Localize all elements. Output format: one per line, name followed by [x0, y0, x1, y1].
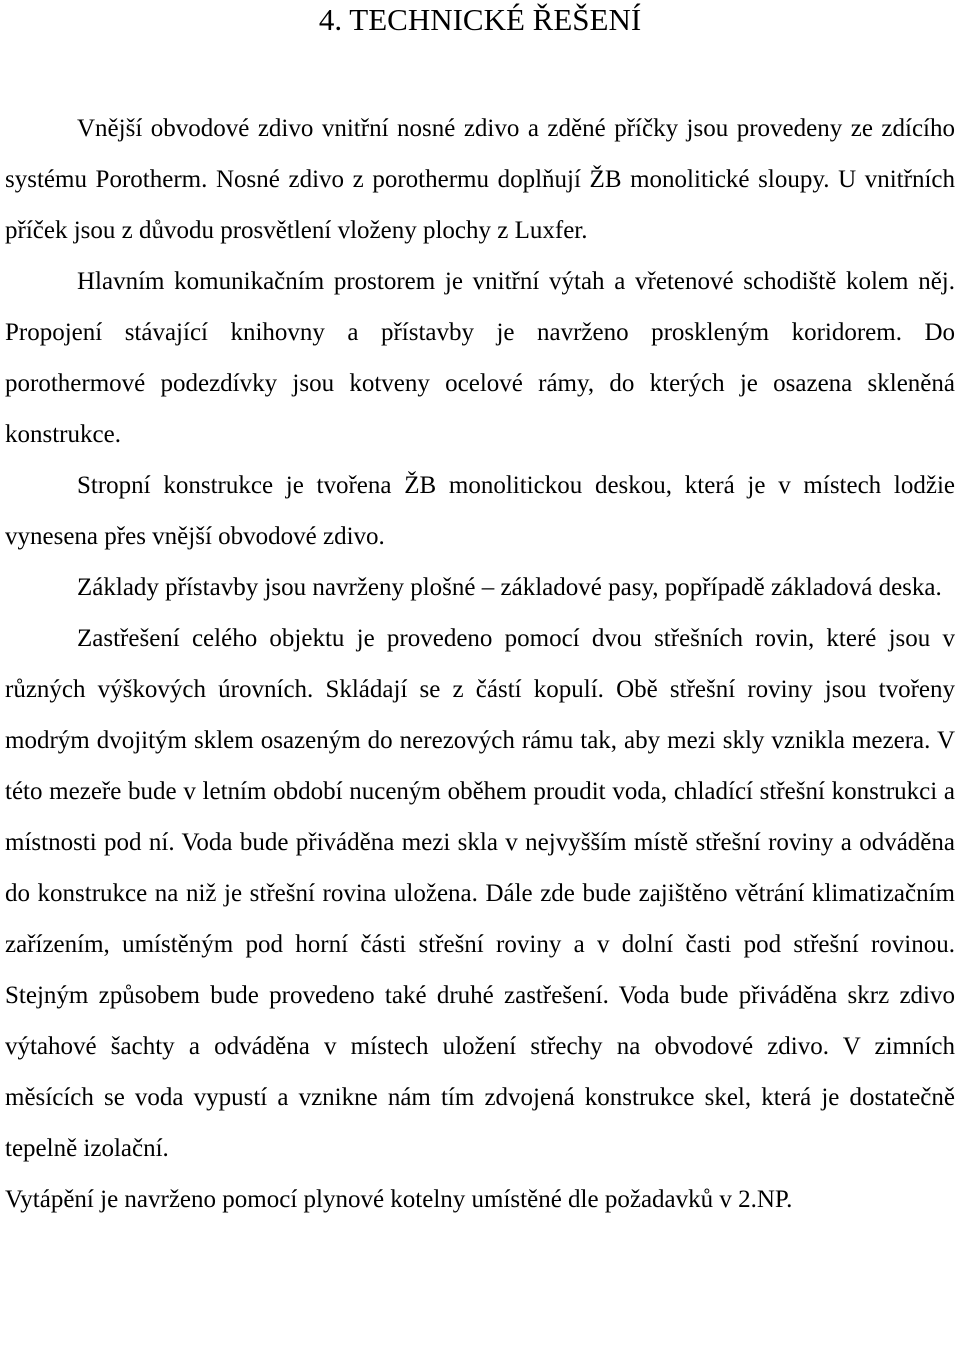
paragraph-ceiling: Stropní konstrukce je tvořena ŽB monolitickou deskou, která je v místech lodžie vynesena přes vnější obvodové zdivo.	[5, 472, 955, 550]
section-heading: 4. TECHNICKÉ ŘEŠENÍ	[318, 2, 642, 37]
paragraph-communication: Hlavním komunikačním prostorem je vnitřní výtah a vřetenové schodiště kolem něj. Propojení stávající knihovny a přístavby je navrženo proskleným koridorem. Do porothermové podezdívky jsou kotveny ocelové rámy, do kterých je osazena skleněná konstrukce.	[5, 268, 955, 448]
paragraph-roofing: Zastřešení celého objektu je provedeno pomocí dvou střešních rovin, které jsou v různých výškových úrovních. Skládají se z částí kopulí. Obě střešní roviny jsou tvořeny modrým dvojitým sklem osazeným do nerezových rámu tak, aby mezi skly vznikla mezera. V této mezeře bude v letním období nuceným oběhem proudit voda, chladící střešní konstrukci a místnosti pod ní. Voda bude přiváděna mezi skla v nejvyšším místě střešní roviny a odváděna do konstrukce na niž je střešní rovina uložena. Dále zde bude zajištěno větrání klimatizačním zařízením, umístěným pod horní části střešní roviny a v dolní časti pod střešní rovinou. Stejným způsobem bude provedeno také druhé zastřešení. Voda bude přiváděna skrz zdivo výtahové šachty a odváděna v místech uložení střechy na obvodové zdivo. V zimních měsících se voda vypustí a vznikne nám tím zdvojená konstrukce skel, která je dostatečně tepelně izolační.	[5, 625, 955, 1162]
document-body	[5, 103, 955, 1225]
paragraph-walls: Vnější obvodové zdivo vnitřní nosné zdivo a zděné příčky jsou provedeny ze zdícího systému Porotherm. Nosné zdivo z porothermu doplňují ŽB monolitické sloupy. U vnitřních příček jsou z důvodu prosvětlení vloženy plochy z Luxfer.	[5, 115, 955, 244]
paragraph-foundations: Základy přístavby jsou navrženy plošné – základové pasy, popřípadě základová deska.	[77, 574, 942, 601]
paragraph-heating: Vytápění je navrženo pomocí plynové kotelny umístěné dle požadavků v 2.NP.	[5, 1186, 793, 1213]
